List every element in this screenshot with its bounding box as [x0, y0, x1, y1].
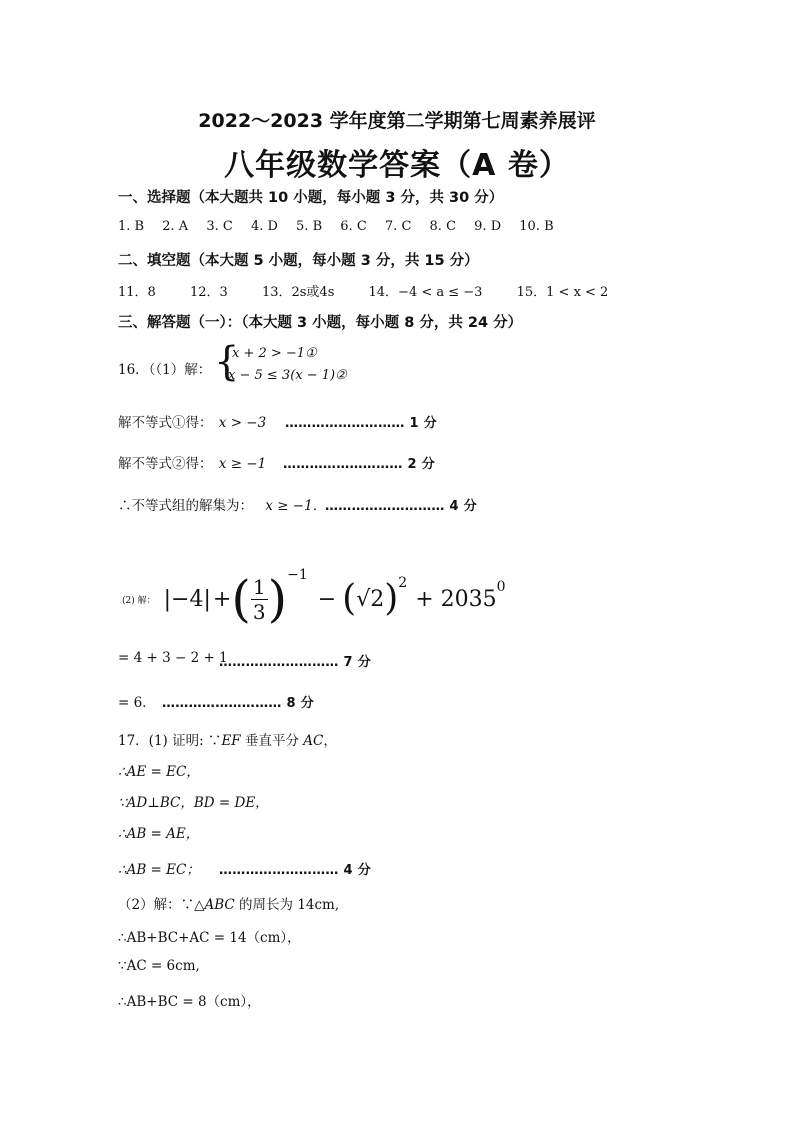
q17-line9: ∴AB+BC = 8（cm）， [118, 994, 261, 1010]
answer-2: 2. A [162, 219, 189, 234]
calc-step2: = 6． [118, 695, 156, 711]
answer-10: 10. B [519, 219, 554, 234]
q16-step1 [118, 411, 266, 431]
answer-13: 13．2s或4s [261, 285, 335, 300]
exponent-2: 2 [398, 575, 408, 591]
step2-math: x ≥ −1 [218, 456, 267, 472]
section2-heading: 二、填空题（本大题 5 小题，每小题 3 分，共 15 分） [118, 253, 479, 269]
answer-1: 1. B [118, 219, 145, 234]
part2-label: (2) 解： [122, 595, 156, 606]
section1-answers [118, 219, 568, 234]
step1-text: 解不等式①得： [118, 415, 213, 431]
system-eq2: x − 5 ≤ 3(x − 1)② [228, 368, 347, 383]
answer-3: 3. C [206, 219, 233, 234]
q17-l1-mid: 垂直平分 [240, 733, 304, 749]
answer-14: 14．−4 < a ≤ −3 [368, 285, 483, 300]
exponent-0: 0 [496, 579, 506, 595]
q17-l1-ac: AC [303, 733, 324, 749]
section2-answers [118, 281, 638, 300]
q17-l1-end: ， [323, 733, 337, 749]
answer-7: 7. C [384, 219, 412, 234]
q16-part2-expression [122, 564, 506, 634]
step3-math: x ≥ −1． [265, 498, 327, 514]
step1-score: ……………………… 1 分 [285, 416, 437, 431]
q17-l6-abc: ABC [204, 897, 235, 913]
answer-4: 4. D [250, 219, 278, 234]
q17-l1-pre: 17．(1) 证明: ∵ [118, 733, 222, 749]
right-paren: ) [267, 570, 288, 628]
system-eq1: x + 2 > −1① [232, 346, 317, 361]
exponent-neg1: −1 [287, 567, 308, 583]
step2-score: ……………………… 2 分 [283, 457, 435, 472]
step1-math: x > −3 [218, 415, 267, 431]
left-paren-2: ( [342, 578, 357, 619]
step2-text: 解不等式②得： [118, 456, 213, 472]
answer-8: 8. C [429, 219, 457, 234]
calc-step1: = 4 + 3 − 2 + 1 [118, 650, 228, 666]
fraction-denominator: 3 [252, 599, 266, 624]
answer-11: 11．8 [118, 285, 156, 300]
page-title-line2: 八年级数学答案（A 卷） [224, 148, 570, 183]
plus-2035: + 2035 [415, 586, 497, 612]
fraction-numerator: 1 [252, 574, 266, 599]
answer-12: 12．3 [189, 285, 228, 300]
step3-text: ∴不等式组的解集为： [118, 498, 253, 514]
answer-9: 9. D [474, 219, 502, 234]
answer-15: 15．1 < x < 2 [516, 285, 609, 300]
q17-line5-score: ……………………… 4 分 [219, 863, 371, 878]
left-paren: ( [231, 570, 251, 628]
q16-step3 [118, 494, 326, 514]
q17-l6-pre: （2）解：∵△ [118, 897, 205, 913]
calc-step1-score: ……………………… 7 分 [219, 655, 371, 670]
sqrt-term: √2 [356, 586, 385, 612]
minus-sign: − [317, 586, 337, 612]
section1-heading: 一、选择题（本大题共 10 小题，每小题 3 分，共 30 分） [118, 190, 504, 206]
q17-line2: ∴AE = EC， [118, 764, 200, 780]
section3-heading: 三、解答题（一）：（本大题 3 小题，每小题 8 分，共 24 分） [118, 315, 523, 331]
q17-line4: ∴AB = AE， [118, 826, 200, 842]
answer-6: 6. C [340, 219, 367, 234]
system-brace: { [214, 339, 240, 385]
q17-l6-end: 的周长为 14cm, [234, 897, 340, 913]
fraction-one-third [251, 575, 268, 624]
page-title-line1: 2022～2023 学年度第二学期第七周素养展评 [198, 110, 596, 132]
q17-line8: ∵AC = 6cm, [118, 958, 200, 974]
q16-label: 16．（（1）解： [118, 362, 212, 378]
answer-5: 5. B [296, 219, 323, 234]
q17-l1-ef: EF [221, 733, 241, 749]
plus-sign: + [212, 586, 232, 612]
q16-step2 [118, 452, 266, 472]
calc-step2-score: ……………………… 8 分 [162, 696, 314, 711]
q17-line6 [118, 893, 339, 913]
abs-term: |−4| [163, 586, 211, 612]
step3-score: ……………………… 4 分 [325, 499, 477, 514]
q17-line3: ∵AD⊥BC，BD = DE， [118, 795, 269, 811]
q17-line1 [118, 729, 337, 749]
q17-line7: ∴AB+BC+AC = 14（cm）， [118, 930, 301, 946]
right-paren-2: ) [384, 578, 399, 619]
q17-line5: ∴AB = EC； [118, 862, 200, 878]
